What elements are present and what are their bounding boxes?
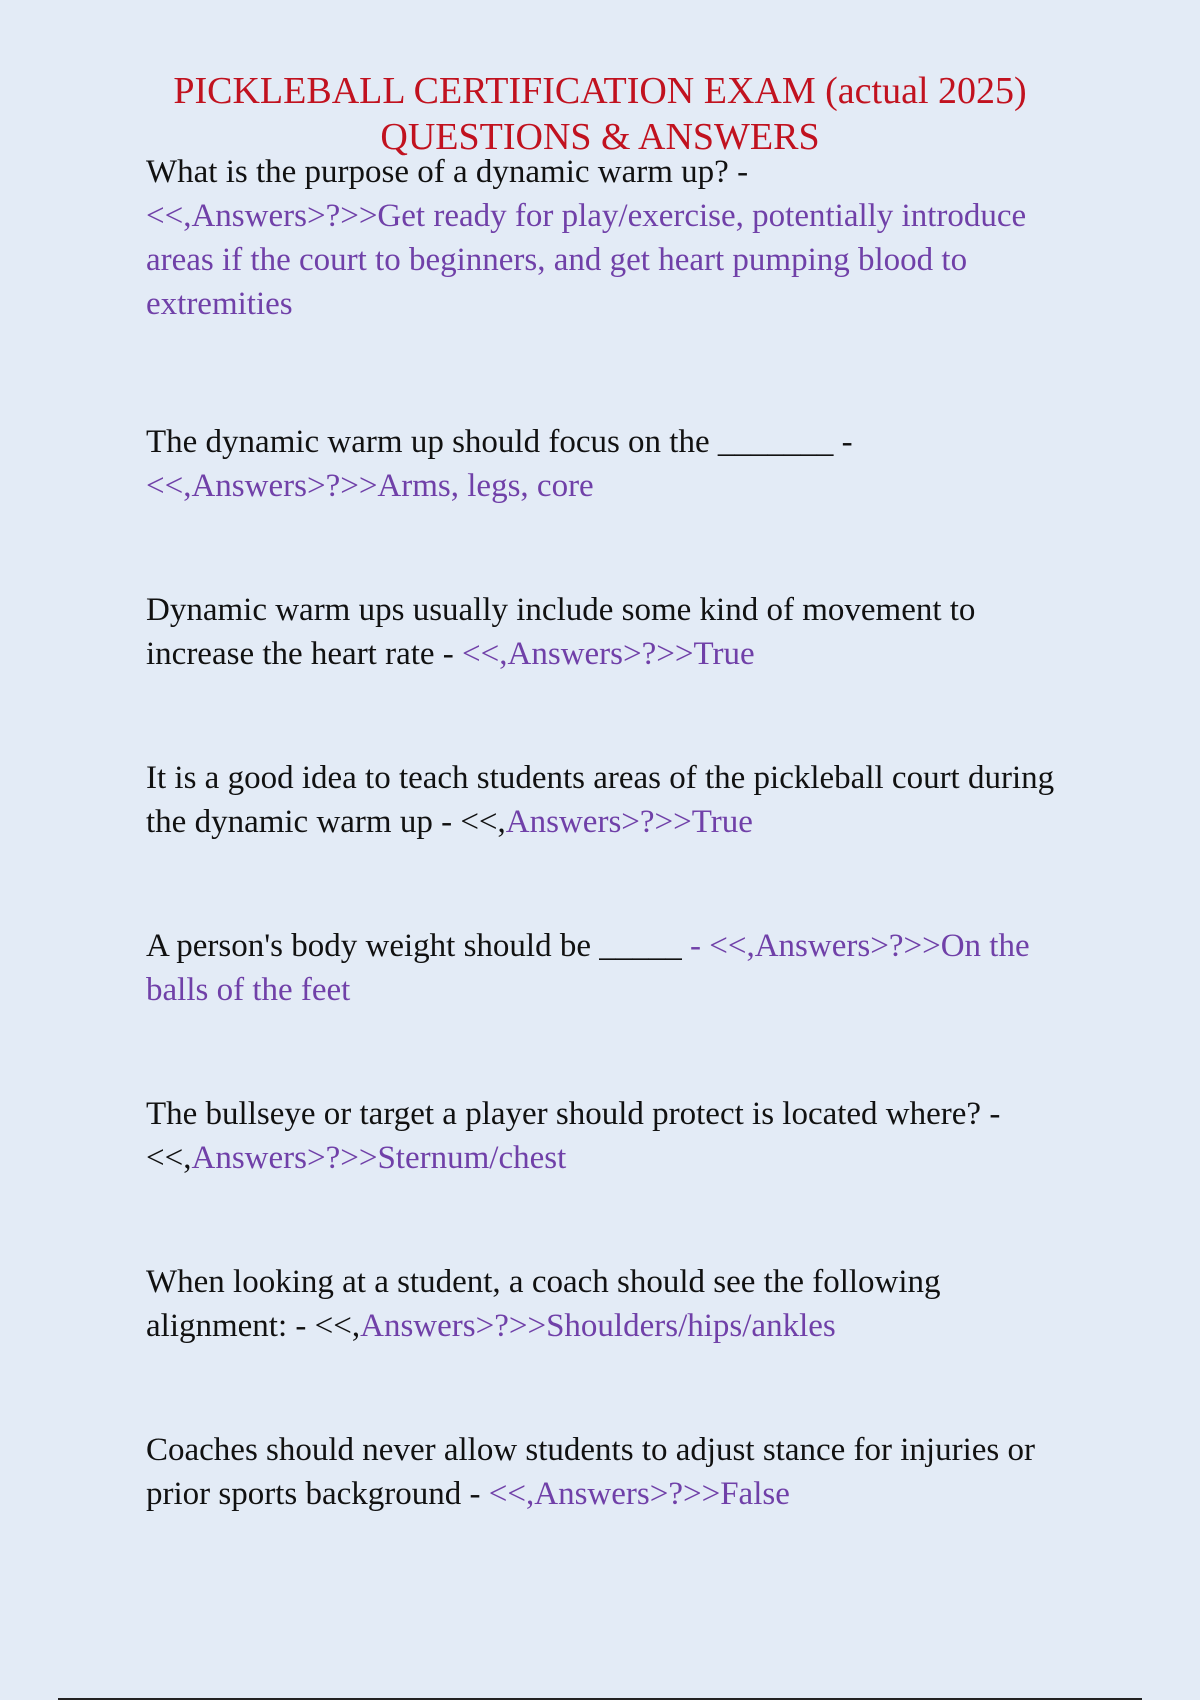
- answer-text: <<,Answers>?>>Arms, legs, core: [146, 468, 594, 504]
- question-text: The bullseye or target a player should protect is located where? - <<,: [146, 1096, 1001, 1176]
- answer-text: <<,Answers>?>>Get ready for play/exercise, potentially introduce areas if the court to beginners, and get heart pumping blood to extremities: [146, 198, 1027, 322]
- qa-item-8: [146, 1428, 1076, 1516]
- qa-item-4: [146, 756, 1076, 844]
- question-text: Coaches should never allow students to adjust stance for injuries or prior sports background -: [146, 1432, 1035, 1512]
- question-text: The dynamic warm up should focus on the _______ -: [146, 424, 853, 460]
- answer-text: <<,Answers>?>>True: [462, 636, 755, 672]
- answer-text: Answers>?>>Shoulders/hips/ankles: [360, 1308, 836, 1344]
- document-title: PICKLEBALL CERTIFICATION EXAM (actual 2025) QUESTIONS & ANSWERS: [173, 70, 1027, 158]
- answer-text: Answers>?>>Sternum/chest: [191, 1140, 567, 1176]
- answer-text: Answers>?>>True: [505, 804, 753, 840]
- qa-item-1: [146, 150, 1076, 326]
- question-text: It is a good idea to teach students areas of the pickleball court during the dynamic warm up - <<,: [146, 760, 1055, 840]
- question-text: Dynamic warm ups usually include some kind of movement to increase the heart rate -: [146, 592, 976, 672]
- question-text: A person's body weight should be _____: [146, 928, 682, 964]
- question-text: What is the purpose of a dynamic warm up? -: [146, 154, 749, 190]
- question-text: When looking at a student, a coach should see the following alignment: - <<,: [146, 1264, 941, 1344]
- qa-item-2: [146, 420, 1076, 508]
- qa-item-7: [146, 1260, 1076, 1348]
- qa-item-5: [146, 924, 1076, 1012]
- qa-item-3: [146, 588, 1076, 676]
- answer-text: <<,Answers>?>>False: [488, 1476, 790, 1512]
- qa-item-6: [146, 1092, 1076, 1180]
- answer-text: - <<,Answers>?>>On the balls of the feet: [146, 928, 1030, 1008]
